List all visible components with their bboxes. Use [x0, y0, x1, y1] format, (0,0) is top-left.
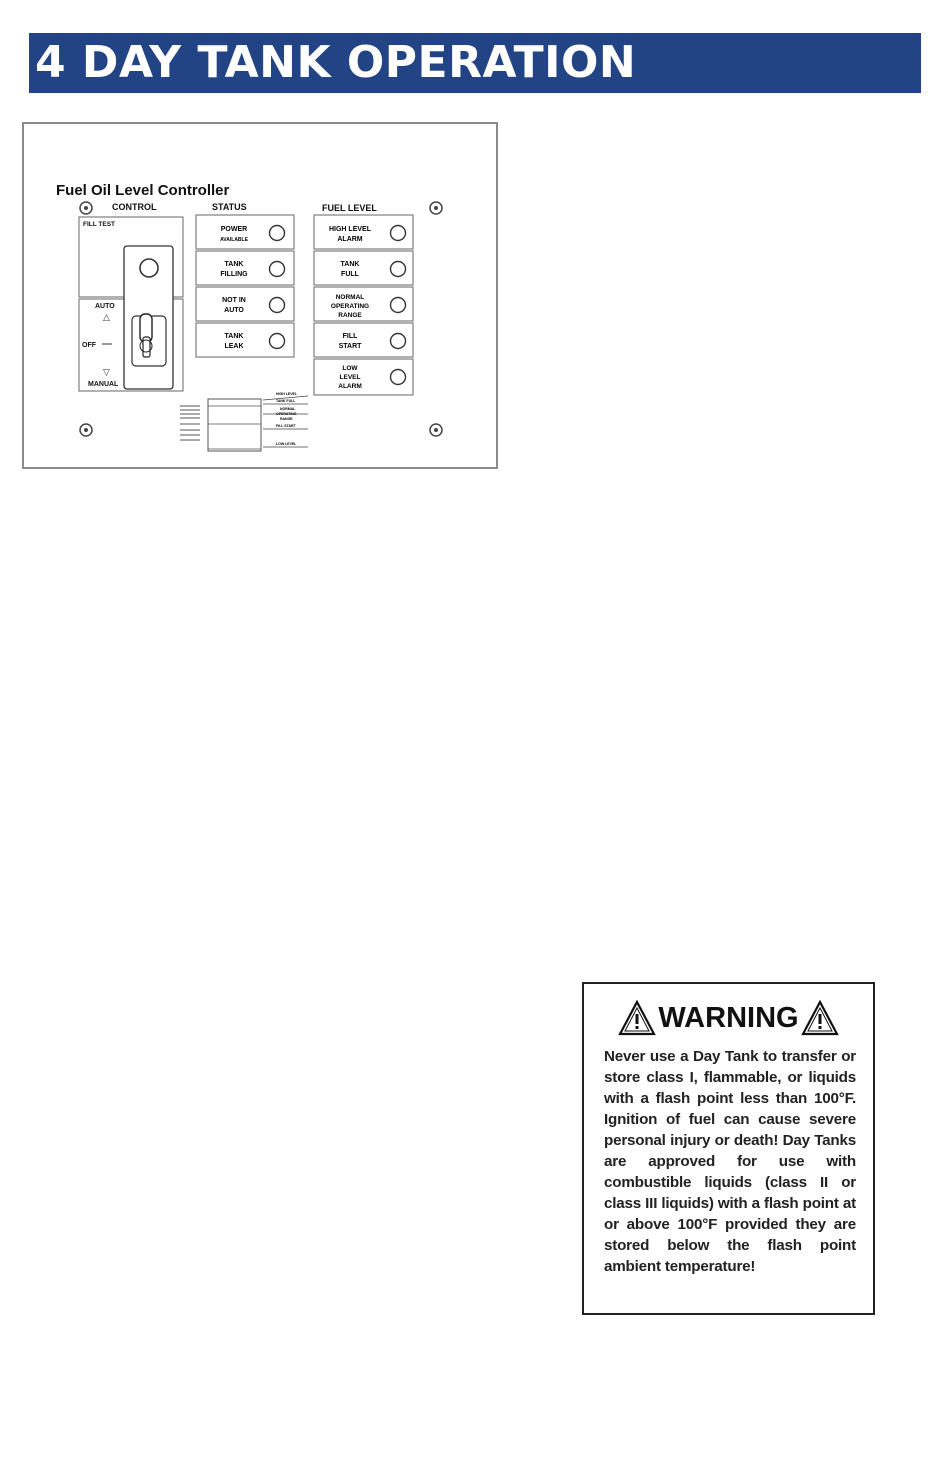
status-light-icon [270, 226, 285, 241]
fuel-level-indicator [314, 215, 413, 249]
level-light-icon [391, 262, 406, 277]
controller-panel-drawing [24, 124, 500, 471]
svg-text:FILLING: FILLING [220, 271, 248, 278]
svg-text:LEAK: LEAK [224, 343, 244, 350]
svg-text:TANK: TANK [224, 333, 244, 340]
tank-level-diagram [180, 392, 308, 451]
level-light-icon [391, 298, 406, 313]
screw-icon [80, 202, 92, 214]
warning-title: WARNING [658, 1002, 799, 1034]
svg-text:FULL: FULL [341, 271, 359, 278]
svg-text:OPERATING: OPERATING [330, 303, 370, 310]
fuel-oil-level-controller-panel [22, 122, 498, 469]
down-arrow-icon: ▽ [103, 368, 110, 378]
control-heading: CONTROL [112, 202, 157, 212]
fuel-level-indicator [314, 251, 413, 285]
fuel-level-indicator [314, 359, 413, 395]
warning-triangle-icon [801, 1000, 839, 1036]
manual-label: MANUAL [88, 381, 119, 388]
level-light-icon [391, 370, 406, 385]
fuel-level-heading: FUEL LEVEL [322, 203, 377, 213]
svg-text:TANK: TANK [224, 261, 244, 268]
toggle-switch[interactable] [140, 314, 152, 357]
section-header-bar [29, 33, 921, 93]
off-label: OFF [82, 342, 96, 349]
svg-text:RANGE: RANGE [280, 417, 293, 421]
svg-text:NORMAL: NORMAL [335, 294, 365, 301]
status-indicator [196, 323, 294, 357]
screw-icon [430, 424, 442, 436]
up-arrow-icon: △ [103, 313, 110, 323]
warning-heading [584, 998, 873, 1038]
status-heading: STATUS [212, 202, 247, 212]
svg-text:ALARM: ALARM [338, 383, 362, 390]
status-indicator [196, 287, 294, 321]
auto-label: AUTO [95, 303, 115, 310]
warning-body-text: Never use a Day Tank to transfer or store class I, flammable, or liquids with a flash point less than 100°F. Ignition of fuel can cause severe personal injury or death! Day Tanks are approved for use with combustible liquids (class II or class III liquids) with a flash point at or above 100°F provided they are stored below the flash point ambient temperature! [604, 1048, 856, 1275]
svg-text:TANK: TANK [340, 261, 360, 268]
svg-text:POWER: POWER [220, 226, 248, 233]
svg-text:RANGE: RANGE [338, 312, 362, 319]
svg-text:LOW LEVEL: LOW LEVEL [276, 442, 297, 446]
warning-notice [582, 982, 875, 1315]
svg-text:START: START [338, 343, 362, 350]
fill-test-button[interactable] [140, 259, 158, 277]
svg-text:FILL START: FILL START [276, 424, 296, 428]
controller-title: Fuel Oil Level Controller [56, 182, 230, 199]
svg-text:AUTO: AUTO [224, 307, 244, 314]
svg-text:OPERATING: OPERATING [276, 412, 297, 416]
fuel-level-indicator [314, 323, 413, 357]
status-light-icon [270, 262, 285, 277]
svg-text:AVAILABLE: AVAILABLE [220, 237, 248, 243]
fill-test-label: FILL TEST [83, 221, 116, 228]
svg-text:NOT IN: NOT IN [222, 297, 246, 304]
svg-text:TANK FULL: TANK FULL [276, 399, 296, 403]
level-light-icon [391, 334, 406, 349]
screw-icon [80, 424, 92, 436]
status-indicator [196, 215, 294, 249]
warning-triangle-icon [618, 1000, 656, 1036]
svg-text:LEVEL: LEVEL [339, 374, 361, 381]
screw-icon [430, 202, 442, 214]
svg-text:LOW: LOW [342, 365, 358, 372]
level-light-icon [391, 226, 406, 241]
svg-text:NORMAL: NORMAL [280, 407, 296, 411]
section-title: 4 DAY TANK OPERATION [35, 37, 637, 88]
svg-text:HIGH LEVEL: HIGH LEVEL [328, 226, 372, 233]
svg-text:HIGH LEVEL: HIGH LEVEL [276, 392, 298, 396]
status-light-icon [270, 334, 285, 349]
svg-text:ALARM: ALARM [337, 236, 363, 243]
fuel-level-indicator [314, 287, 413, 321]
status-light-icon [270, 298, 285, 313]
status-indicator [196, 251, 294, 285]
svg-text:FILL: FILL [342, 333, 358, 340]
